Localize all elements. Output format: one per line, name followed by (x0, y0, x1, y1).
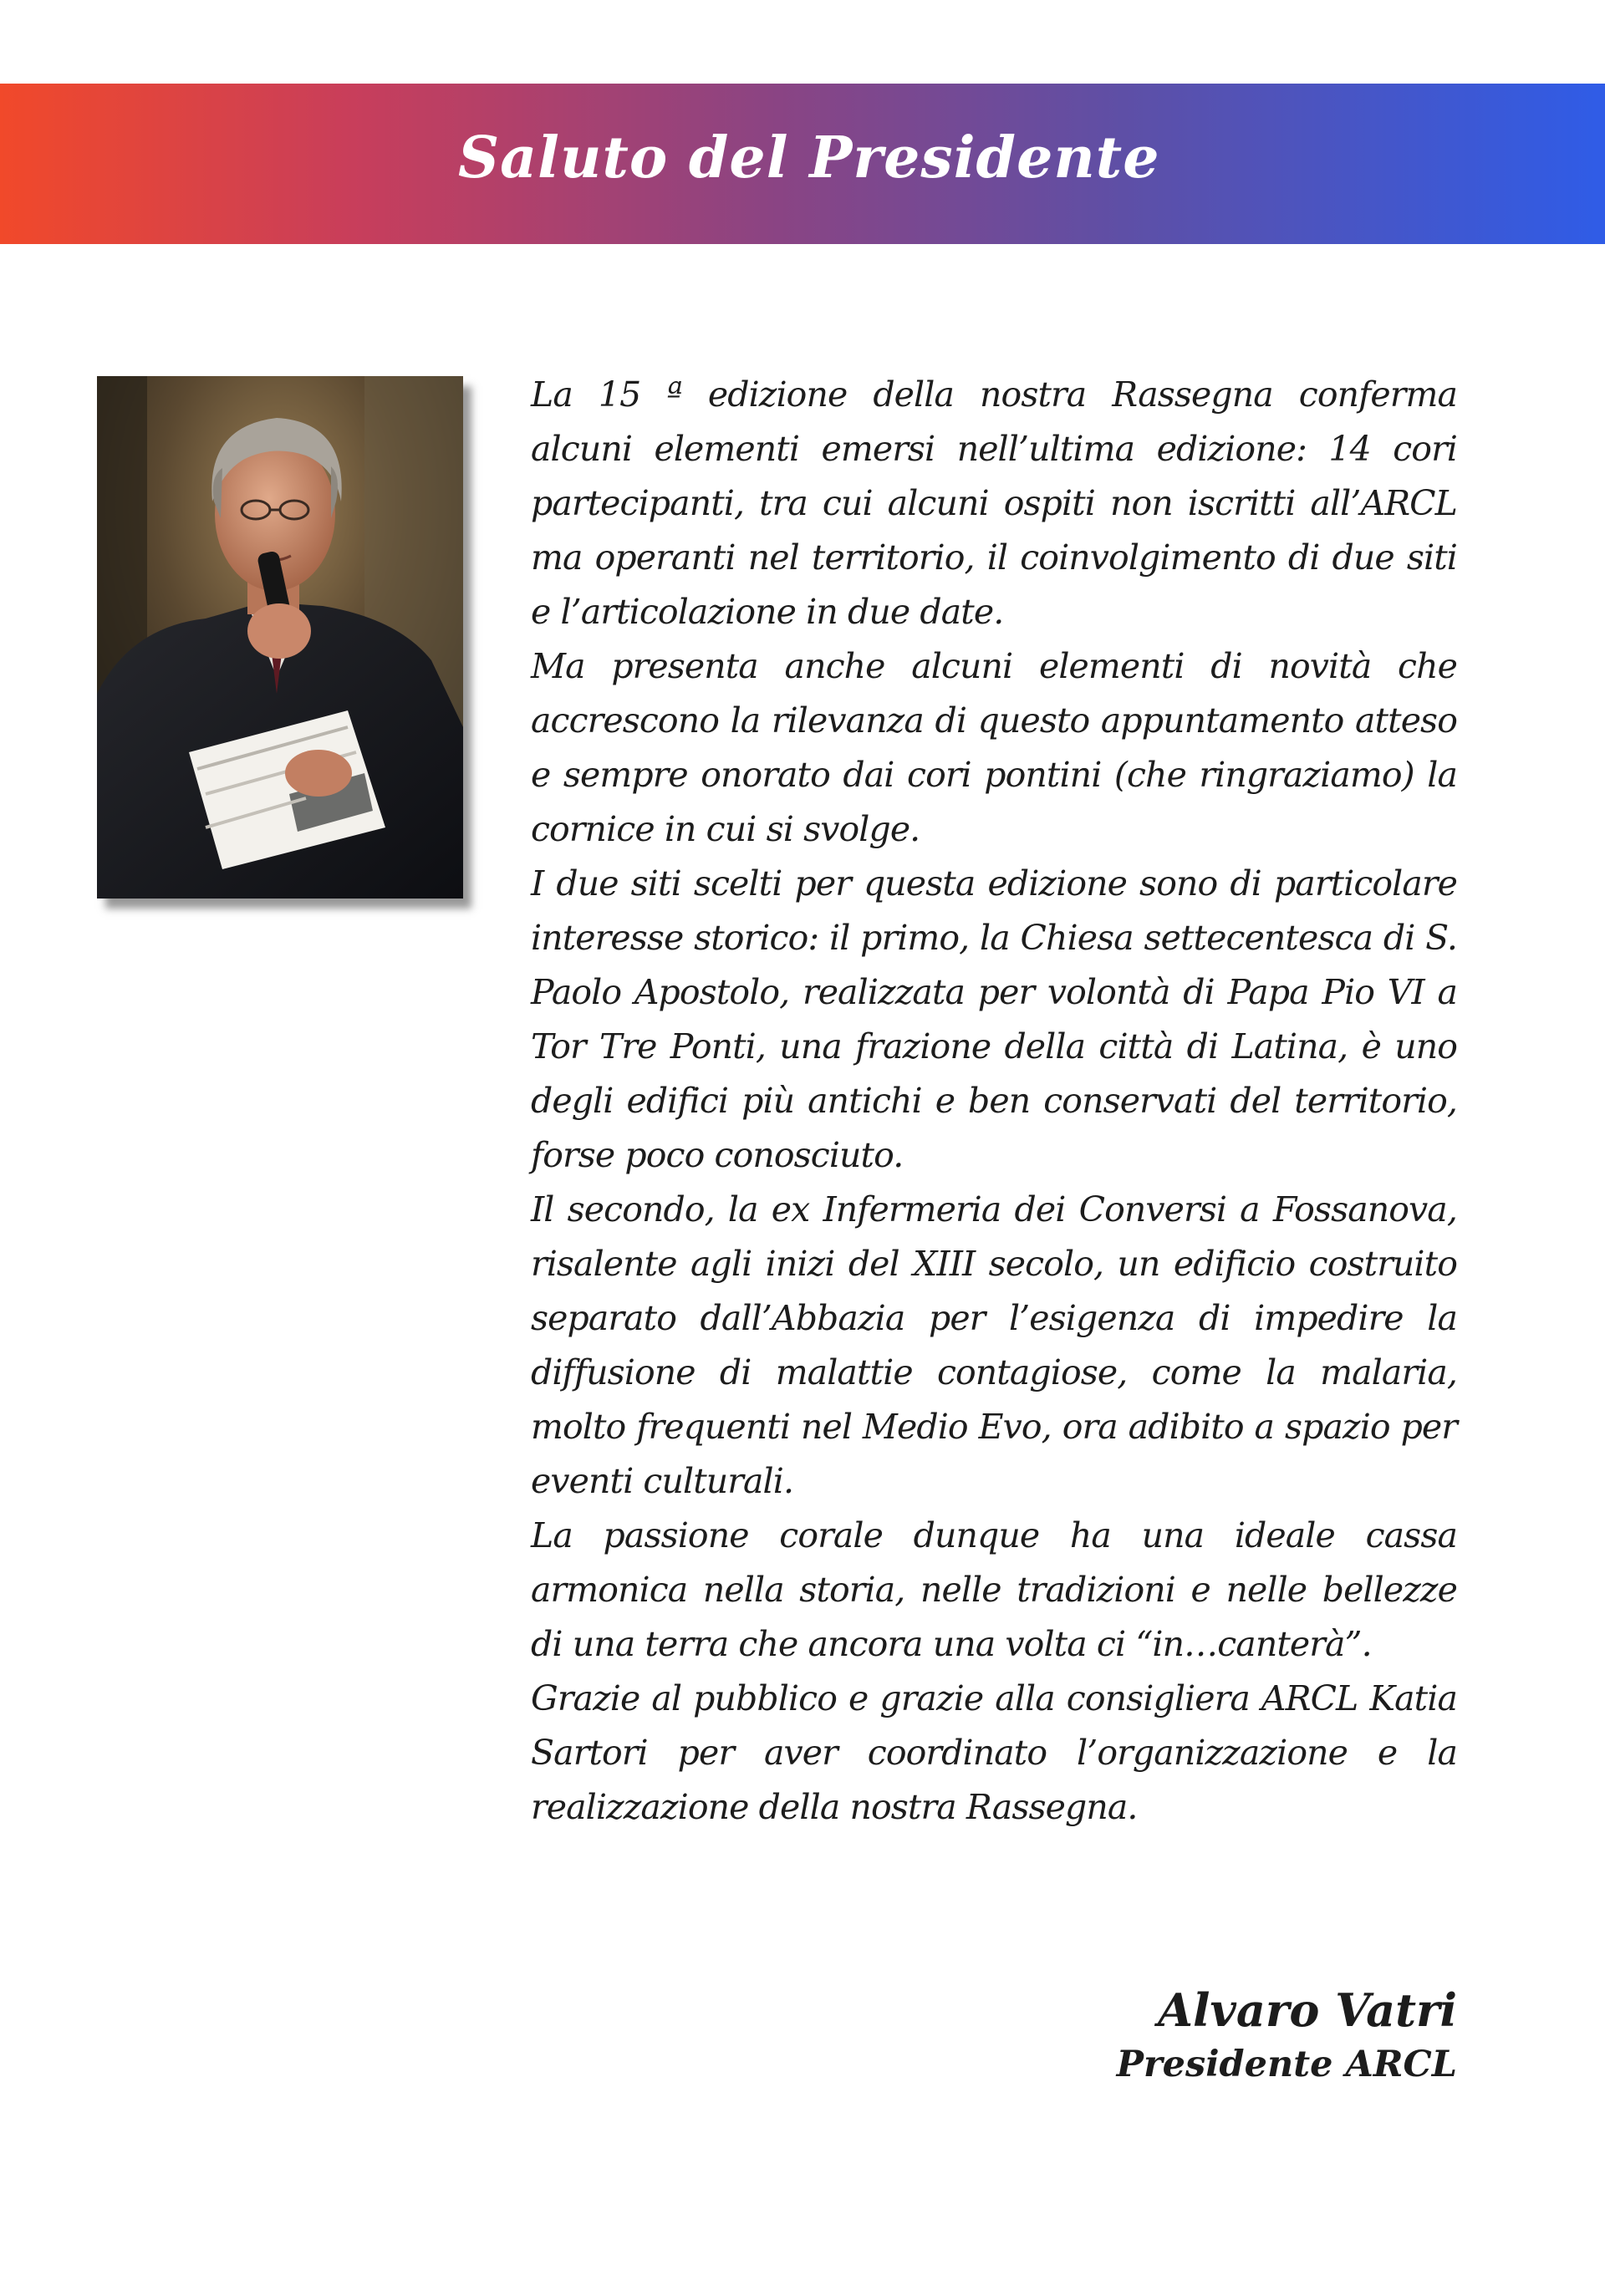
paragraph: I due siti scelti per questa edizione sono di particolare interesse storico: il primo, la Chiesa settecentesca di S. Paolo Apostolo, realizzata per volontà di Papa Pio VI a Tor Tre Ponti, una frazione della città di Latina, è uno degli edifici più antichi e ben conservati del territorio, forse poco conosciuto. (531, 863, 1457, 1175)
paragraph: La passione corale dunque ha una ideale cassa armonica nella storia, nelle tradizioni e nelle bellezze di una terra che ancora una volta ci “in…canterà”. (531, 1515, 1457, 1664)
paragraph: La 15 ª edizione della nostra Rassegna conferma alcuni elementi emersi nell’ultima edizione: 14 cori partecipanti, tra cui alcuni ospiti non iscritti all’ARCL ma operanti nel territorio, il coinvolgimento di due siti e l’articolazione in due date. (531, 374, 1457, 632)
signature-name: Alvaro Vatri (1158, 1983, 1457, 2037)
president-photo (97, 376, 463, 899)
paragraph: Il secondo, la ex Infermeria dei Conversi a Fossanova, risalente agli inizi del XIII secolo, un edificio costruito separato dall’Abbazia per l’esigenza di impedire la diffusione di malattie contagiose, come la malaria, molto frequenti nel Medio Evo, ora adibito a spazio per eventi culturali. (531, 1189, 1457, 1501)
paragraph: Grazie al pubblico e grazie alla consigliera ARCL Katia Sartori per aver coordinato l’organizzazione e la realizzazione della nostra Rassegna. (531, 1678, 1457, 1827)
greeting-text (531, 368, 1457, 1835)
title-banner (0, 84, 1605, 244)
signature-block (1117, 1981, 1457, 2090)
signature-role: Presidente ARCL (1116, 2044, 1457, 2085)
portrait-photo-icon (97, 376, 463, 899)
page-title: Saluto del Presidente (458, 125, 1160, 191)
paragraph: Ma presenta anche alcuni elementi di novità che accrescono la rilevanza di questo appuntamento atteso e sempre onorato dai cori pontini (che ringraziamo) la cornice in cui si svolge. (531, 646, 1457, 849)
